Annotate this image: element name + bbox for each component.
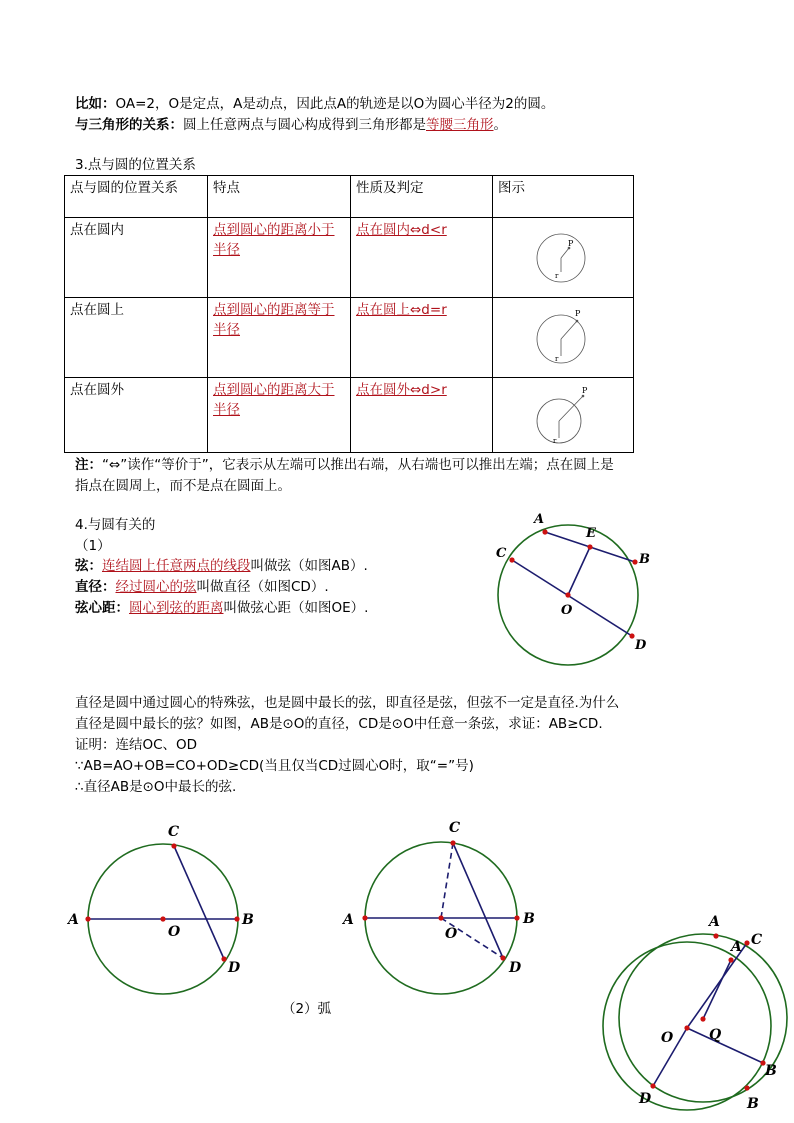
point-on-figure [527, 306, 599, 368]
table-header-row [65, 176, 634, 218]
label-b: B [242, 912, 254, 928]
label-c: C [168, 824, 180, 840]
property-inside: 点在圆内⇔d<r [356, 222, 447, 238]
diameter-label: 直径： [75, 579, 116, 595]
chord-tail: 叫做弦（如图AB）. [250, 558, 368, 574]
header-figure: 图示 [493, 176, 634, 218]
chord-figure [488, 505, 668, 675]
feature-on: 点到圆心的距离等于半径 [213, 302, 335, 338]
point-circle-table [64, 175, 634, 453]
chord-line [75, 557, 368, 576]
label-a: A [709, 914, 720, 930]
label-b-prime: B [747, 1096, 759, 1112]
label-d: D [639, 1091, 652, 1107]
example-label: 比如： [75, 96, 116, 112]
label-p: P [582, 386, 588, 395]
triangle-answer: 等腰三角形 [426, 117, 494, 133]
label-r: r [555, 272, 559, 280]
distance-line [75, 599, 368, 618]
feature-outside: 点到圆心的距离大于半径 [213, 382, 335, 418]
property-outside: 点在圆外⇔d>r [356, 382, 447, 398]
label-r: r [555, 355, 559, 363]
label-b: B [523, 911, 535, 927]
diameter-def: 经过圆心的弦 [115, 579, 197, 595]
sub1-label: （1） [75, 538, 111, 554]
triangle-text: 圆上任意两点与圆心构成得到三角形都是 [183, 117, 426, 133]
label-p: P [575, 309, 581, 318]
label-o: O [561, 603, 573, 618]
proof-figure-1 [60, 820, 270, 1005]
label-b: B [765, 1063, 777, 1079]
property-on: 点在圆上⇔d=r [356, 302, 447, 318]
proof-figure-2 [335, 818, 550, 1003]
label-a: A [343, 912, 354, 928]
proof-line-5: ∴直径AB是⊙O中最长的弦. [75, 779, 237, 795]
example-line [75, 95, 554, 114]
relation-outside: 点在圆外 [65, 378, 208, 453]
feature-inside: 点到圆心的距离小于半径 [213, 222, 335, 258]
sub2-label: （2）弧 [282, 1001, 332, 1017]
label-e: E [586, 526, 596, 541]
chord-label: 弦： [75, 558, 102, 574]
label-a: A [68, 912, 79, 928]
label-a-prime: A [731, 939, 742, 955]
header-property: 性质及判定 [351, 176, 493, 218]
triangle-label: 与三角形的关系： [75, 117, 183, 133]
table-row [65, 218, 634, 298]
label-o: O [445, 926, 458, 942]
distance-label: 弦心距： [75, 600, 129, 616]
proof-line-4: ∵AB=AO+OB=CO+OD≥CD(当且仅当CD过圆心O时，取“=”号) [75, 758, 474, 774]
relation-inside: 点在圆内 [65, 218, 208, 298]
note-text-1: “⇔”读作“等价于”，它表示从左端可以推出右端，从右端也可以推出左端；点在圆上是 [102, 457, 614, 473]
label-o: O [168, 924, 181, 940]
label-d: D [509, 960, 522, 976]
diameter-line [75, 578, 329, 597]
triangle-line [75, 116, 507, 135]
point-outside-figure [527, 386, 599, 448]
label-b: B [639, 552, 650, 567]
label-q: Q [709, 1027, 722, 1043]
distance-tail: 叫做弦心距（如图OE）. [223, 600, 369, 616]
distance-def: 圆心到弦的距离 [129, 600, 224, 616]
label-c: C [449, 820, 461, 836]
label-a: A [534, 512, 545, 527]
header-feature: 特点 [208, 176, 351, 218]
table-row [65, 378, 634, 453]
triangle-end: 。 [493, 117, 507, 133]
label-d: D [228, 960, 241, 976]
section4-title: 4.与圆有关的 [75, 517, 156, 533]
table-row [65, 298, 634, 378]
diameter-tail: 叫做直径（如图CD）. [196, 579, 329, 595]
label-r: r [553, 437, 557, 445]
label-o: O [661, 1030, 674, 1046]
point-inside-figure [527, 226, 599, 288]
proof-line-1: 直径是圆中通过圆心的特殊弦，也是圆中最长的弦，即直径是弦，但弦不一定是直径.为什么 [75, 695, 620, 711]
note-line-1 [75, 456, 614, 475]
relation-on: 点在圆上 [65, 298, 208, 378]
label-p: P [568, 239, 574, 248]
chord-def: 连结圆上任意两点的线段 [102, 558, 251, 574]
example-text: OA=2，O是定点，A是动点，因此点A的轨迹是以O为圆心半径为2的圆。 [115, 96, 555, 112]
label-d: D [635, 638, 647, 653]
proof-line-3: 证明：连结OC、OD [75, 737, 198, 753]
label-c: C [496, 546, 507, 561]
label-c: C [751, 932, 763, 948]
two-circles-figure [595, 905, 794, 1123]
proof-line-2: 直径是圆中最长的弦？如图，AB是⊙O的直径，CD是⊙O中任意一条弦，求证：AB≥CD. [75, 716, 603, 732]
header-relation: 点与圆的位置关系 [65, 176, 208, 218]
section3-title: 3.点与圆的位置关系 [75, 157, 196, 173]
note-text-2: 指点在圆周上，而不是点在圆面上。 [75, 478, 291, 494]
note-label: 注： [75, 457, 102, 473]
